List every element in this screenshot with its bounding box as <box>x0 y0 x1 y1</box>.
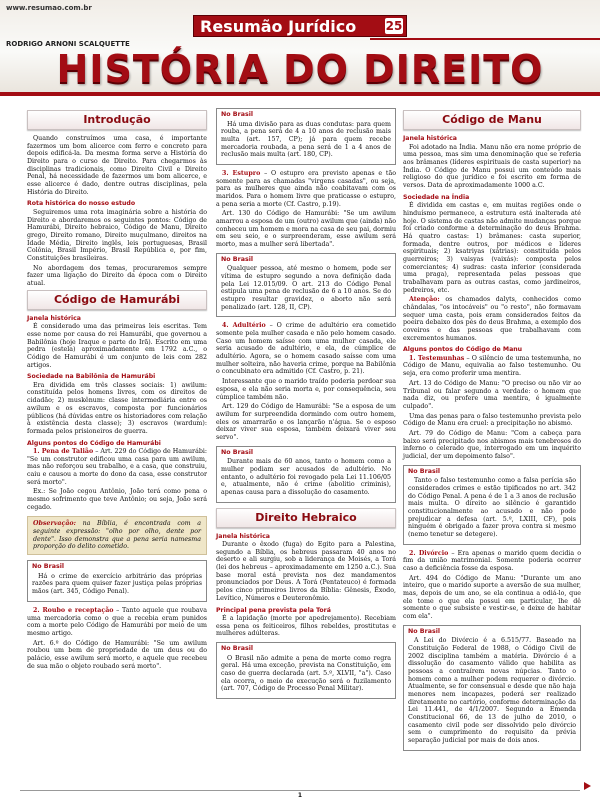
box-title: No Brasil <box>408 627 441 635</box>
section-title-introducao: Introdução <box>27 110 207 130</box>
subheading: Janela histórica <box>403 135 457 142</box>
paragraph <box>27 448 207 486</box>
site-url[interactable]: www.resumao.com.br <box>6 4 92 12</box>
column-left <box>27 108 207 672</box>
subheading: Janela histórica <box>216 532 270 540</box>
header <box>0 0 600 94</box>
paragraph: Art. 6.º do Código de Hamurábi: "Se um awilum roubou um bem de propriedade de um deus ou do palácio, esse awilum será morto, e aquele que recebeu de sua mão o objeto roubado será morto". <box>27 639 207 670</box>
paragraph <box>403 550 581 573</box>
observation-note <box>27 516 207 555</box>
brazil-box <box>403 625 581 751</box>
paragraph: Art. 13 do Código de Manu: "O preciso ou não vir ao Tribunal ou falar segundo a verdade: o homem que nada diz, ou profere uma mentira, é igualmente culpado". <box>403 379 581 410</box>
item-text: – O silêncio de uma testemunha, no Código de Manu, equivalia ao falso testemunho. Ou seja, era como proferir uma mentira. <box>403 354 582 378</box>
paragraph <box>403 355 581 378</box>
paragraph: Ex.: Se João cegou Antônio, João terá como pena o mesmo sofrimento que teve Antônio; ou seja, João será cegado. <box>27 488 207 511</box>
item-text: – Era apenas o marido quem decidia o fim da união matrimonial. Somente poderia ocorrer caso a deficiência fosse da esposa. <box>403 549 581 572</box>
box-title: No Brasil <box>221 111 254 118</box>
paragraph: Art. 129 do Código de Hamurábi: "Se a esposa de um awilum for surpreendida dormindo com outro homem, eles os amarrarão e os lançarão n'água. Se o esposo deixar viver sua esposa, também deixará viver seu servo". <box>216 403 396 441</box>
section-title-hamurabi: Código de Hamurábi <box>27 290 207 310</box>
note-label: Observação: <box>33 520 76 528</box>
header-divider <box>0 92 600 96</box>
box-text: Qualquer pessoa, até mesmo o homem, pode ser vítima de estupro segundo a nova definição dada pela Lei 12.015/09. O art. 213 do Código Penal estipula uma pena de reclusão de 6 a 10 anos. Se do estupro resultar gravidez, o aborto não será penalizado (art. 128, II, CP). <box>221 265 391 311</box>
subheading: Alguns pontos do Código de Manu <box>403 346 523 354</box>
subheading: Sociedade na Babilônia de Hamurábi <box>27 373 156 381</box>
box-title: No Brasil <box>32 563 65 571</box>
paragraph: Art. 494 do Código de Manu: "Durante um ano inteiro, que o marido suporte a aversão de sua mulher, mas, depois de um ano, se ela continua a odiá-lo, que ele tome o que ela possui em particular, lhe dê somente o que subsiste e vestir-se, e deixe de habitar com ela". <box>403 574 581 620</box>
brazil-box <box>216 446 396 503</box>
box-title: No Brasil <box>221 255 254 263</box>
page-number: 1 <box>297 792 303 799</box>
box-title: No Brasil <box>221 448 254 456</box>
paragraph: Seguiremos uma rota imaginária sobre a história do Direito e abordaremos os seguintes pontos: Código de Hamurábi, Direito hebraico, Código de Manu, Direito grego, Direito romano, Direito muçulmano, direitos na Idade Média, Direito inglês, leis portuguesas, Brasil Colônia, Brasil Império, Brasil República e, por fim, Constituições brasileiras. <box>27 208 207 262</box>
subheading: Sociedade na Índia <box>403 193 470 201</box>
brazil-box <box>216 642 396 699</box>
paragraph <box>216 322 396 376</box>
item-text: – O estupro era previsto apenas e tão somente para as chamadas "virgens casadas", ou seja, para as mulheres que ainda não coabitavam com os maridos. Para o homem livre que praticasse o estupro, a pena seria a morte (Cf. Castro, p.19). <box>216 170 396 208</box>
box-text: Há uma divisão para as duas condutas: para quem rouba, a pena será de 4 a 10 anos de reclusão mais multa (art. 157, CP); já para quem recebe mercadoria roubada, a pena será de 1 a 4 anos de reclusão mais multa (art. 180, CP). <box>221 120 391 159</box>
box-text: Há o crime de exercício arbitrário das próprias razões para quem quiser fazer justiça pelas próprias mãos (art. 345, Código Penal). <box>32 572 202 596</box>
box-text: Tanto o falso testemunho como a falsa perícia são considerados crimes e estão tipificados no art. 342 do Código Penal. A pena é de 1 a 3 anos de reclusão mais multa. O direito ao silêncio é garantido constitucionalmente ao acusado e não pode prejudicar a defesa (art. 5.º, LXIII, CF), pois ninguém é obrigado a fazer prova contra si mesmo (nemo tenetur se detegere). <box>408 477 576 538</box>
subheading: Janela histórica <box>27 314 81 322</box>
brand-number: 25 <box>385 19 403 33</box>
subheading: Alguns pontos do Código de Hamurábi <box>27 439 161 447</box>
attention-text: os chamados dalyts, conhecidos como chândalas, "os intocáveis" ou "o resto", não formavam sequer uma casta, pois eram considerados feitos da poeira debaixo dos pés do deus Brahma, a exemplo dos coveiros e das pessoas que trabalhavam com excrementos humanos. <box>403 296 581 342</box>
box-text: O Brasil não admite a pena de morte como regra geral. Há uma exceção, prevista na Constituição, em caso de guerra declarada (art. 5.º, XLVII, "a"). Caso ela ocorra, o meio de execução será o fuzilamento (art. 707, Código de Processo Penal Militar). <box>221 654 391 693</box>
brazil-box <box>27 560 207 602</box>
column-right <box>403 108 581 756</box>
brazil-box <box>403 465 581 545</box>
item-heading: 1. Testemunhas <box>409 354 465 362</box>
paragraph: É a lapidação (morte por apedrejamento). Recebiam essa pena os feiticeiros, filhos rebeldes, prostitutas e mulheres adúlteras. <box>216 615 396 638</box>
brand-banner <box>193 15 407 37</box>
paragraph: Durante o êxodo (fuga) do Egito para a Palestina, segundo a Bíblia, os hebreus passaram 40 anos no deserto e ali surgiu, sob a liderança de Moisés, a Torá (lei dos hebreus – aproximadamente em 1250 a.C.). Sua base moral está prevista nos dez mandamentos pronunciados por Deus. A Torá (Pentateuco) é formada pelos cinco primeiros livros da Bíblia: Gênesis, Êxodo, Levítico, Números e Deuteronômio. <box>216 541 396 602</box>
paragraph: Era dividida em três classes sociais: 1) awilum: constituída pelos homens livres, com os direitos de cidadão; 2) muskênum: classe intermediária entre os awilum e os escravos, composta por funcionários públicos (há dúvidas entre os historiadores com relação à existência desta classe); 3) escravos (wardum): formada pelos prisioneiros de guerra. <box>27 381 207 435</box>
section-title-direito-hebraico: Direito Hebraico <box>216 508 396 528</box>
paragraph: No abordagem dos temas, procuraremos sempre fazer uma ligação do Direito da época com o Direito atual. <box>27 264 207 287</box>
item-heading: 2. Roubo e receptação <box>33 606 114 614</box>
brazil-box <box>216 253 396 318</box>
paragraph: Interessante que o marido traído poderia perdoar sua esposa, e ela não seria morta e, por consequência, seu cúmplice também não. <box>216 378 396 401</box>
column-middle <box>216 108 396 704</box>
item-text: – O crime de adultério era cometido somente pela mulher casada e não pelo homem casado. Caso um homem saísse com uma mulher casada, ele seria acusado de adultério, e ela, de cúmplice de adultério. Agora, se o homem casado saísse com uma mulher solteira, não haveria crime, porque na Babilônia o concubinato era admitido (Cf. Castro, p. 21). <box>216 322 396 376</box>
item-text: – Art. 229 do Código de Hamurábi: "Se um construtor edificou uma casa para um awilum, mas não reforçou seu trabalho, e a casa, que construiu, caiu e causou a morte do dono da casa, esse construtor será morto". <box>27 448 207 486</box>
paragraph: Uma das penas para o falso testemunho prevista pelo Código de Manu era cruel: a precipitação no abismo. <box>403 412 581 428</box>
paragraph: Art. 130 do Código de Hamurábi: "Se um awilum amarrou a esposa de um (outro) awilum que (ainda) não conheceu um homem e mora na casa de seu pai, dormiu em seu seio, e o surpreenderam, esse awilum será morto, mas a mulher será libertada". <box>216 210 396 249</box>
item-heading: 1. Pena de Talião <box>33 448 94 456</box>
subheading: Principal pena prevista pela Torá <box>216 606 331 614</box>
box-text: A Lei do Divórcio é a 6.515/77. Baseado na Constituição Federal de 1988, o Código Civil de 2002 disciplina também a matéria. Divórcio é a dissolução do casamento válido que habilita as pessoas a contraírem novas núpcias. Tanto o homem como a mulher podem requerer o divórcio. Atualmente, se for consensual e desde que não haja menores nem incapazes, poderá ser realizado diretamente no cartório, conforme determinação da Lei 11.441, de 4/1/2007. Segundo a Emenda Constitucional 66, de 13 de julho de 2010, o casamento civil pode ser dissolvido pelo divórcio sem o cumprimento do requisito da prévia separação judicial por mais de dois anos. <box>408 637 576 745</box>
paragraph <box>216 170 396 208</box>
next-page-arrow-icon[interactable] <box>584 782 591 790</box>
box-title: No Brasil <box>221 645 254 653</box>
brand-name: Resumão Jurídico <box>200 17 357 36</box>
item-text: – Tanto aquele que roubava uma mercadoria como o que a recebia eram punidos com a morte pelo Código de Hamurábi por meio de um mesmo artigo. <box>27 606 207 637</box>
paragraph: Foi adotado na Índia. Manu não era nome próprio de uma pessoa, mas sim uma denominação que se referia aos brâmanes (líderes espirituais de casta superior) na Índia. O Código de Manu possui um conteúdo mais religioso do que jurídico e foi escrito em forma de versos. Data de aproximadamente 1000 a.C. <box>403 143 581 189</box>
attention-label: Atenção: <box>409 296 440 304</box>
footer-rule <box>20 790 580 791</box>
subheading: Rota histórica do nosso estudo <box>27 200 136 208</box>
item-heading: 2. Divórcio <box>409 549 449 557</box>
author-name: RODRIGO ARNONI SCALQUETTE <box>6 40 130 48</box>
paragraph: É considerado uma das primeiras leis escritas. Tem esse nome por causa do rei Hamurábi, que governou a Babilônia (hoje Iraque e parte do Irã). Escrito em uma pedra (estela) aproximadamente em 1792 a.C., o Código de Hamurábi é um conjunto de leis com 282 artigos. <box>27 323 207 369</box>
box-title: No Brasil <box>408 467 441 475</box>
brazil-box <box>216 108 396 165</box>
box-text: Durante mais de 60 anos, tanto o homem como a mulher podiam ser acusados de adultério. No entanto, o adultério foi revogado pela Lei 11.106/05 e, atualmente, não é crime (abolitio criminis), apenas causa para a dissolução do casamento. <box>221 458 391 496</box>
page-title: HISTÓRIA DO DIREITO <box>56 47 544 91</box>
item-heading: 4. Adultério <box>222 322 266 330</box>
item-heading: 3. Estupro <box>222 170 261 178</box>
paragraph <box>27 607 207 638</box>
paragraph: Quando construímos uma casa, é importante fazermos um bom alicerce com ferro e concreto para depois edificá-la. Da mesma forma serve a História do Direito para o curso de Direito. Para chegarmos às disciplinas tradicionais, como Direito Civil e Direito Penal, há necessidade de fazermos um bom alicerce, e esse alicerce é dado, dentre outras disciplinas, pela História do Direito. <box>27 135 207 196</box>
paragraph: É dividida em castas e, em muitas regiões onde o hinduísmo permanece, a estrutura está inalterada até hoje. O sistema de castas não admite mudanças porque foi criado conforme a determinação do deus Brahma. Há quatro castas: 1) brâmanes: casta superior, formada, dentre outros, por médicos e líderes espirituais; 2) ksatriyas (xátrias): constituída pelos guerreiros; 3) vaisyas (vaixás): composta pelos comerciantes; 4) sudras: casta inferior (considerada uma praga), representada pelas pessoas que trabalhavam para as outras castas, como jardineiros, pedreiros, etc. <box>403 202 581 294</box>
note-text: na Bíblia, é encontrada com a seguinte expressão: "olho por olho, dente por dente". Isso demonstra que a pena seria namesma proporção do delito cometido. <box>33 520 201 551</box>
paragraph: Art. 79 do Código de Manu: "Com a cabeça para baixo será precipitado nos abismos mais tenebrosos do inferno o celerado que, interrogado em um inquérito judicial, der um depoimento falso". <box>403 429 581 460</box>
paragraph <box>403 296 581 342</box>
section-title-codigo-manu: Código de Manu <box>403 110 581 130</box>
